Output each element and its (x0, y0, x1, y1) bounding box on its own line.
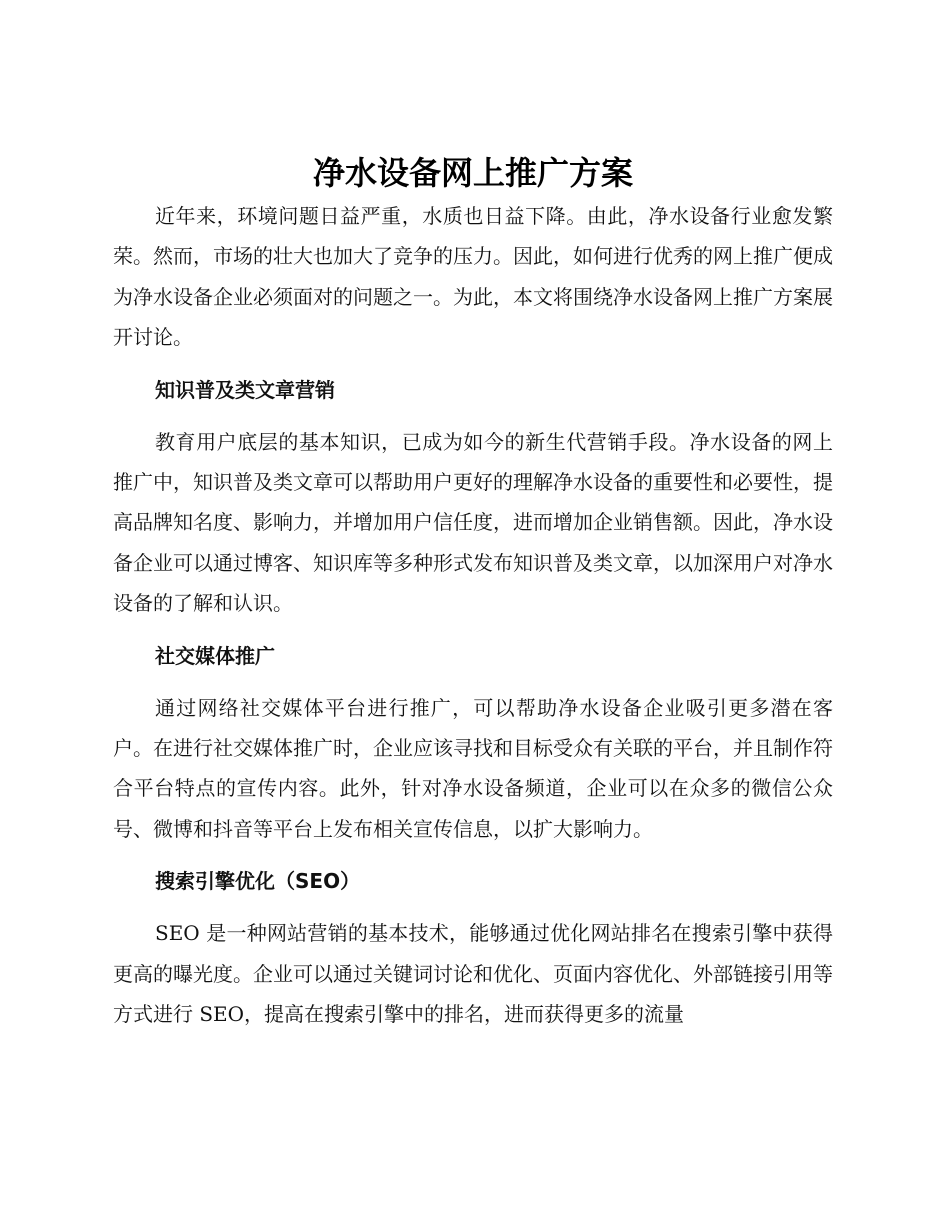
section-body-social: 通过网络社交媒体平台进行推广，可以帮助净水设备企业吸引更多潜在客户。在进行社交媒体推广时，企业应该寻找和目标受众有关联的平台，并且制作符合平台特点的宣传内容。此外，针对净水设备频道，企业可以在众多的微信公众号、微博和抖音等平台上发布相关宣传信息，以扩大影响力。 (113, 695, 833, 841)
section-heading-knowledge: 知识普及类文章营销 (155, 377, 335, 402)
section-body-seo: SEO 是一种网站营销的基本技术，能够通过优化网站排名在搜索引擎中获得更高的曝光度。企业可以通过关键词讨论和优化、页面内容优化、外部链接引用等方式进行 SEO，提高在搜索引擎中的排名，进而获得更多的流量 (113, 921, 833, 1027)
spacer (113, 676, 833, 688)
intro-paragraph: 近年来，环境问题日益严重，水质也日益下降。由此，净水设备行业愈发繁荣。然而，市场的壮大也加大了竞争的压力。因此，如何进行优秀的网上推广便成为净水设备企业必须面对的问题之一。为此，本文将围绕净水设备网上推广方案展开讨论。 (113, 204, 833, 350)
section-heading-seo: 搜索引擎优化（SEO） (155, 869, 361, 894)
document-body (113, 150, 833, 1035)
spacer (113, 358, 833, 370)
spacer (113, 849, 833, 861)
spacer (113, 624, 833, 636)
section-body-knowledge: 教育用户底层的基本知识，已成为如今的新生代营销手段。净水设备的网上推广中，知识普及类文章可以帮助用户更好的理解净水设备的重要性和必要性，提高品牌知名度、影响力，并增加用户信任度，进而增加企业销售额。因此，净水设备企业可以通过博客、知识库等多种形式发布知识普及类文章，以加深用户对净水设备的了解和认识。 (113, 429, 833, 616)
document-title: 净水设备网上推广方案 (312, 154, 633, 192)
spacer (113, 901, 833, 913)
section-heading-social: 社交媒体推广 (155, 643, 275, 668)
spacer (113, 410, 833, 422)
